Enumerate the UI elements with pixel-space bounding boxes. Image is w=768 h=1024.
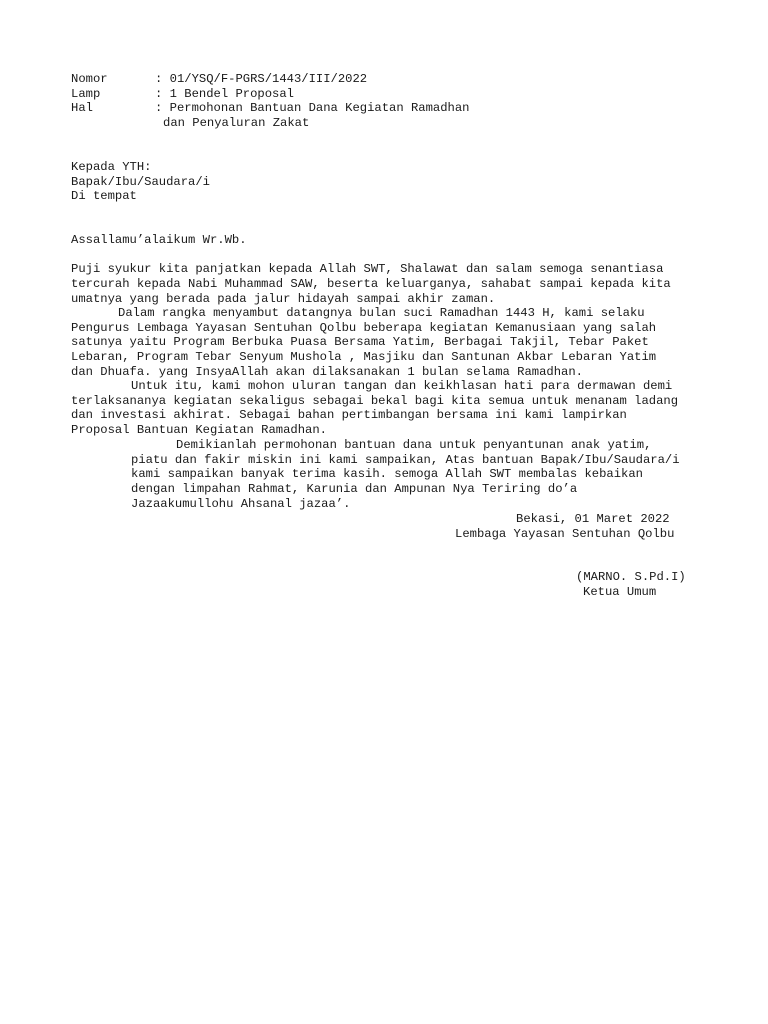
- hal-value: : Permohonan Bantuan Dana Kegiatan Ramadhan: [155, 101, 470, 115]
- lamp-value: : 1 Bendel Proposal: [155, 87, 294, 101]
- signer-title: Ketua Umum: [583, 585, 657, 599]
- hal-value-continuation: dan Penyaluran Zakat: [163, 116, 310, 130]
- paragraph-line: terlaksananya kegiatan sekaligus sebagai bekal bagi kita semua untuk menanam ladang: [71, 394, 679, 408]
- paragraph-line: Pengurus Lembaga Yayasan Sentuhan Qolbu beberapa kegiatan Kemanusiaan yang salah: [71, 321, 657, 335]
- paragraph-line: Untuk itu, kami mohon uluran tangan dan keikhlasan hati para dermawan demi: [131, 379, 673, 393]
- paragraph-line: Jazaakumullohu Ahsanal jazaa’.: [131, 497, 351, 511]
- paragraph-line: Puji syukur kita panjatkan kepada Allah SWT, Shalawat dan salam semoga senantiasa: [71, 262, 664, 276]
- recipient-line: Bapak/Ibu/Saudara/i: [71, 175, 210, 189]
- organization-name: Lembaga Yayasan Sentuhan Qolbu: [455, 527, 675, 541]
- greeting: Assallamu’alaikum Wr.Wb.: [71, 233, 247, 247]
- nomor-label: Nomor: [71, 72, 108, 86]
- place-date: Bekasi, 01 Maret 2022: [516, 512, 670, 526]
- recipient-line: Di tempat: [71, 189, 137, 203]
- paragraph-line: Dalam rangka menyambut datangnya bulan suci Ramadhan 1443 H, kami selaku: [118, 306, 645, 320]
- recipient-line: Kepada YTH:: [71, 160, 152, 174]
- hal-label: Hal: [71, 101, 93, 115]
- lamp-label: Lamp: [71, 87, 101, 101]
- signer-name: (MARNO. S.Pd.I): [576, 570, 686, 584]
- paragraph-line: piatu dan fakir miskin ini kami sampaikan, Atas bantuan Bapak/Ibu/Saudara/i: [131, 453, 680, 467]
- paragraph-line: tercurah kepada Nabi Muhammad SAW, beserta keluarganya, sahabat sampai kepada kita: [71, 277, 671, 291]
- paragraph-line: satunya yaitu Program Berbuka Puasa Bersama Yatim, Berbagai Takjil, Tebar Paket: [71, 335, 649, 349]
- paragraph-line: dan Dhuafa. yang InsyaAllah akan dilaksanakan 1 bulan selama Ramadhan.: [71, 365, 583, 379]
- paragraph-line: Proposal Bantuan Kegiatan Ramadhan.: [71, 423, 327, 437]
- paragraph-line: Lebaran, Program Tebar Senyum Mushola , Masjiku dan Santunan Akbar Lebaran Yatim: [71, 350, 657, 364]
- paragraph-line: umatnya yang berada pada jalur hidayah sampai akhir zaman.: [71, 292, 496, 306]
- paragraph-line: dengan limpahan Rahmat, Karunia dan Ampunan Nya Teriring do’a: [131, 482, 578, 496]
- paragraph-line: Demikianlah permohonan bantuan dana untuk penyantunan anak yatim,: [176, 438, 652, 452]
- nomor-value: : 01/YSQ/F-PGRS/1443/III/2022: [155, 72, 368, 86]
- paragraph-line: dan investasi akhirat. Sebagai bahan pertimbangan bersama ini kami lampirkan: [71, 408, 627, 422]
- paragraph-line: kami sampaikan banyak terima kasih. semoga Allah SWT membalas kebaikan: [131, 467, 643, 481]
